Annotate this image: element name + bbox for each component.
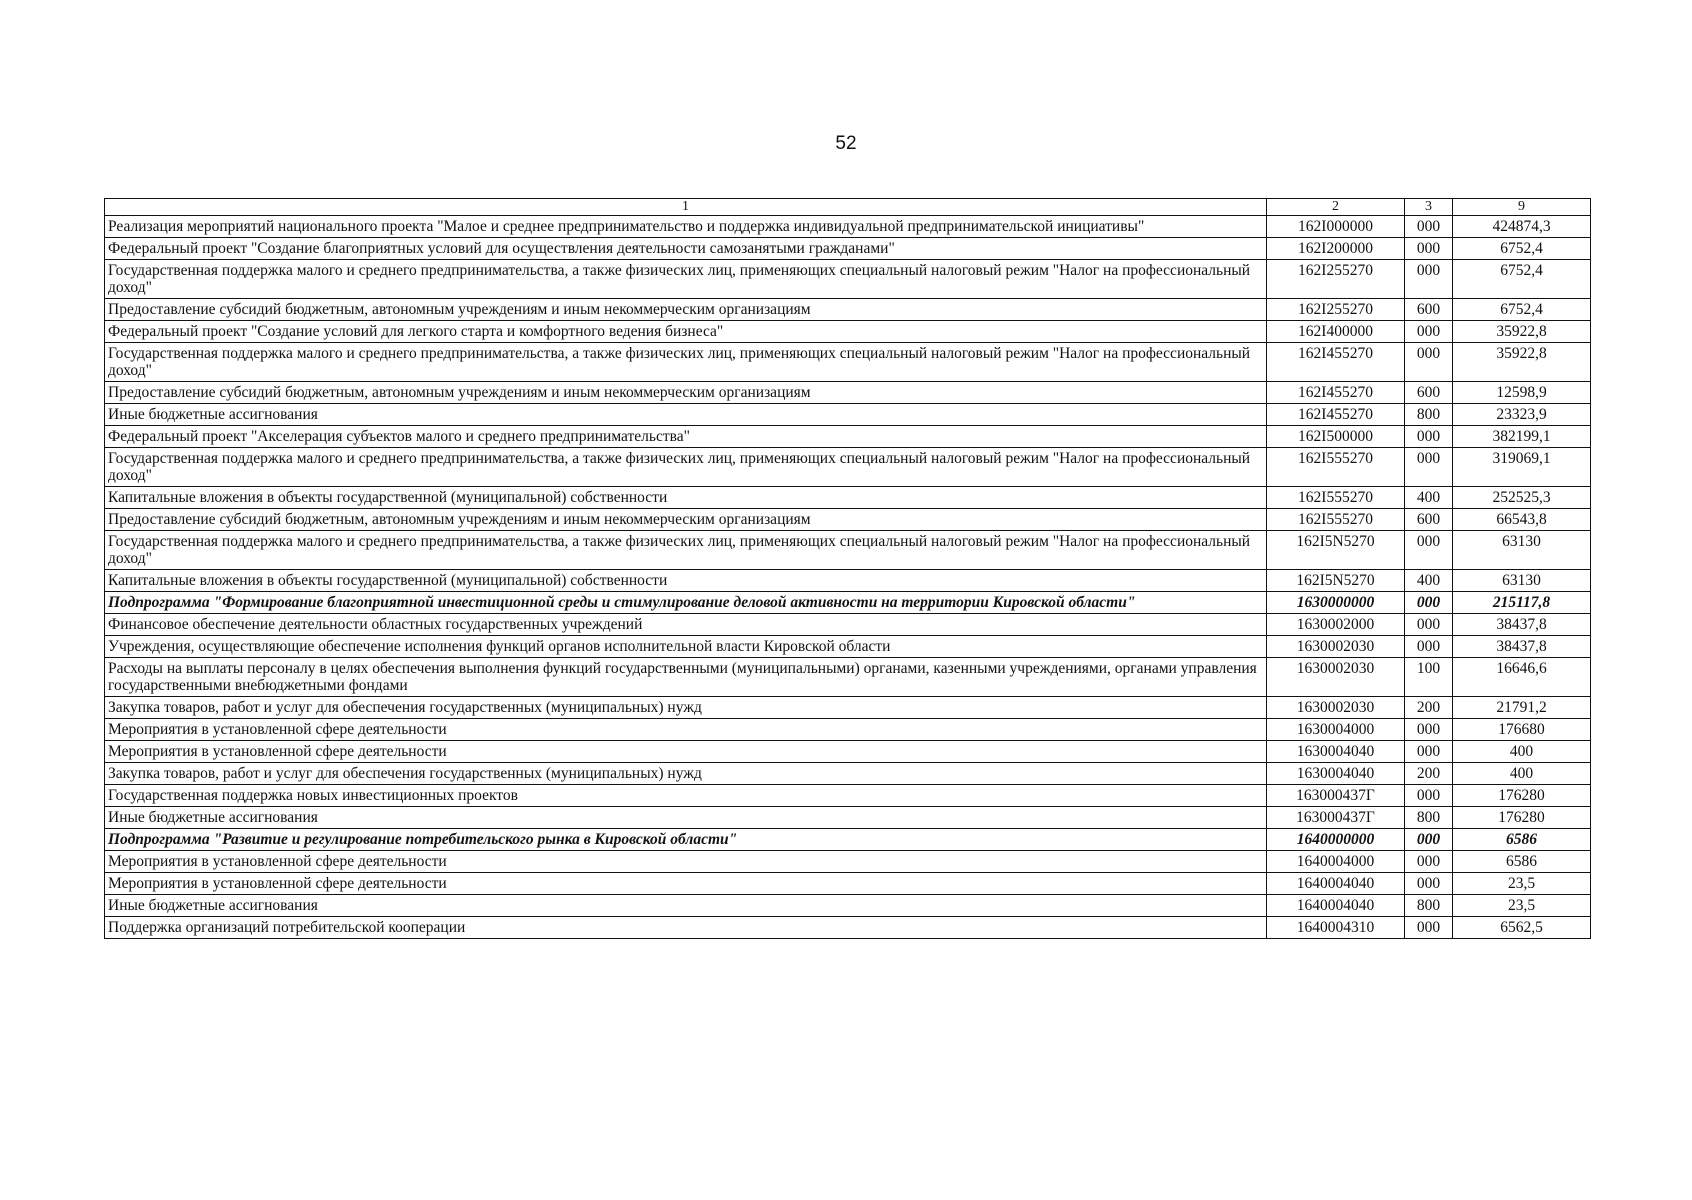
row-code: 162I5N5270 bbox=[1267, 570, 1405, 592]
row-expense-type: 000 bbox=[1405, 216, 1453, 238]
row-code: 1630002030 bbox=[1267, 658, 1405, 697]
row-code: 162I400000 bbox=[1267, 321, 1405, 343]
row-name: Капитальные вложения в объекты государственной (муниципальной) собственности bbox=[105, 487, 1267, 509]
row-code: 162I455270 bbox=[1267, 404, 1405, 426]
row-amount: 215117,8 bbox=[1453, 592, 1591, 614]
row-code: 162I200000 bbox=[1267, 238, 1405, 260]
row-code: 1630004000 bbox=[1267, 719, 1405, 741]
row-code: 1640004310 bbox=[1267, 917, 1405, 939]
row-expense-type: 000 bbox=[1405, 851, 1453, 873]
table-row bbox=[105, 260, 1591, 299]
row-amount: 63130 bbox=[1453, 570, 1591, 592]
row-amount: 35922,8 bbox=[1453, 343, 1591, 382]
table-row bbox=[105, 895, 1591, 917]
row-code: 162I555270 bbox=[1267, 448, 1405, 487]
table-row bbox=[105, 785, 1591, 807]
row-code: 1630002000 bbox=[1267, 614, 1405, 636]
table-row bbox=[105, 404, 1591, 426]
row-amount: 21791,2 bbox=[1453, 697, 1591, 719]
row-expense-type: 100 bbox=[1405, 658, 1453, 697]
row-name: Расходы на выплаты персоналу в целях обеспечения выполнения функций государственными (муниципальными) органами, казенными учреждениями, органами управления государственными внебюджетными фондами bbox=[105, 658, 1267, 697]
table-row bbox=[105, 763, 1591, 785]
row-amount: 424874,3 bbox=[1453, 216, 1591, 238]
row-amount: 6562,5 bbox=[1453, 917, 1591, 939]
row-expense-type: 600 bbox=[1405, 299, 1453, 321]
row-amount: 6752,4 bbox=[1453, 238, 1591, 260]
row-amount: 176280 bbox=[1453, 807, 1591, 829]
row-code: 162I255270 bbox=[1267, 299, 1405, 321]
row-amount: 66543,8 bbox=[1453, 509, 1591, 531]
table-row bbox=[105, 382, 1591, 404]
row-name: Подпрограмма "Формирование благоприятной инвестиционной среды и стимулирование деловой активности на территории Кировской области" bbox=[105, 592, 1267, 614]
table-row bbox=[105, 299, 1591, 321]
table-row bbox=[105, 509, 1591, 531]
row-name: Реализация мероприятий национального проекта "Малое и среднее предпринимательство и поддержка индивидуальной предпринимательской инициативы" bbox=[105, 216, 1267, 238]
table-row bbox=[105, 873, 1591, 895]
row-name: Федеральный проект "Акселерация субъектов малого и среднего предпринимательства" bbox=[105, 426, 1267, 448]
row-name: Предоставление субсидий бюджетным, автономным учреждениям и иным некоммерческим организациям bbox=[105, 382, 1267, 404]
row-expense-type: 000 bbox=[1405, 741, 1453, 763]
row-amount: 252525,3 bbox=[1453, 487, 1591, 509]
table-row bbox=[105, 719, 1591, 741]
row-expense-type: 000 bbox=[1405, 614, 1453, 636]
row-code: 162I555270 bbox=[1267, 487, 1405, 509]
row-amount: 38437,8 bbox=[1453, 614, 1591, 636]
row-amount: 23,5 bbox=[1453, 873, 1591, 895]
row-expense-type: 000 bbox=[1405, 829, 1453, 851]
table-header-row bbox=[105, 199, 1591, 216]
page-number: 52 bbox=[835, 133, 857, 154]
column-header-code: 2 bbox=[1267, 199, 1405, 216]
table-row bbox=[105, 570, 1591, 592]
row-code: 1640000000 bbox=[1267, 829, 1405, 851]
table-row bbox=[105, 807, 1591, 829]
table-row bbox=[105, 917, 1591, 939]
row-expense-type: 000 bbox=[1405, 448, 1453, 487]
row-amount: 382199,1 bbox=[1453, 426, 1591, 448]
table-row bbox=[105, 741, 1591, 763]
column-header-amount: 9 bbox=[1453, 199, 1591, 216]
row-name: Мероприятия в установленной сфере деятельности bbox=[105, 741, 1267, 763]
table-row-subprogram bbox=[105, 829, 1591, 851]
row-expense-type: 000 bbox=[1405, 636, 1453, 658]
row-expense-type: 400 bbox=[1405, 487, 1453, 509]
table-row bbox=[105, 448, 1591, 487]
row-name: Государственная поддержка малого и среднего предпринимательства, а также физических лиц, применяющих специальный налоговый режим "Налог на профессиональный доход" bbox=[105, 531, 1267, 570]
row-name: Поддержка организаций потребительской кооперации bbox=[105, 917, 1267, 939]
row-code: 1630004040 bbox=[1267, 741, 1405, 763]
row-code: 1640004000 bbox=[1267, 851, 1405, 873]
row-code: 1630004040 bbox=[1267, 763, 1405, 785]
row-amount: 6752,4 bbox=[1453, 260, 1591, 299]
row-code: 162I255270 bbox=[1267, 260, 1405, 299]
row-amount: 6752,4 bbox=[1453, 299, 1591, 321]
table-row-subprogram bbox=[105, 592, 1591, 614]
column-header-type: 3 bbox=[1405, 199, 1453, 216]
row-name: Мероприятия в установленной сфере деятельности bbox=[105, 873, 1267, 895]
row-code: 1630000000 bbox=[1267, 592, 1405, 614]
row-name: Иные бюджетные ассигнования bbox=[105, 404, 1267, 426]
row-expense-type: 000 bbox=[1405, 531, 1453, 570]
row-code: 162I455270 bbox=[1267, 382, 1405, 404]
row-code: 163000437Г bbox=[1267, 785, 1405, 807]
table-header bbox=[105, 199, 1591, 216]
table-row bbox=[105, 531, 1591, 570]
row-code: 162I555270 bbox=[1267, 509, 1405, 531]
table-row bbox=[105, 216, 1591, 238]
row-code: 163000437Г bbox=[1267, 807, 1405, 829]
row-name: Закупка товаров, работ и услуг для обеспечения государственных (муниципальных) нужд bbox=[105, 763, 1267, 785]
row-code: 1630002030 bbox=[1267, 636, 1405, 658]
row-name: Иные бюджетные ассигнования bbox=[105, 807, 1267, 829]
table-row bbox=[105, 614, 1591, 636]
row-code: 162I500000 bbox=[1267, 426, 1405, 448]
row-amount: 6586 bbox=[1453, 851, 1591, 873]
row-amount: 319069,1 bbox=[1453, 448, 1591, 487]
row-amount: 35922,8 bbox=[1453, 321, 1591, 343]
row-name: Государственная поддержка малого и среднего предпринимательства, а также физических лиц, применяющих специальный налоговый режим "Налог на профессиональный доход" bbox=[105, 343, 1267, 382]
row-expense-type: 000 bbox=[1405, 592, 1453, 614]
row-amount: 400 bbox=[1453, 763, 1591, 785]
row-code: 162I000000 bbox=[1267, 216, 1405, 238]
row-name: Мероприятия в установленной сфере деятельности bbox=[105, 851, 1267, 873]
row-amount: 63130 bbox=[1453, 531, 1591, 570]
row-expense-type: 000 bbox=[1405, 917, 1453, 939]
row-amount: 23323,9 bbox=[1453, 404, 1591, 426]
row-amount: 16646,6 bbox=[1453, 658, 1591, 697]
column-header-name: 1 bbox=[105, 199, 1267, 216]
row-expense-type: 800 bbox=[1405, 404, 1453, 426]
row-expense-type: 200 bbox=[1405, 697, 1453, 719]
row-name: Мероприятия в установленной сфере деятельности bbox=[105, 719, 1267, 741]
table-row bbox=[105, 636, 1591, 658]
table-row bbox=[105, 487, 1591, 509]
row-expense-type: 800 bbox=[1405, 807, 1453, 829]
row-name: Закупка товаров, работ и услуг для обеспечения государственных (муниципальных) нужд bbox=[105, 697, 1267, 719]
table-row bbox=[105, 343, 1591, 382]
row-expense-type: 400 bbox=[1405, 570, 1453, 592]
row-expense-type: 600 bbox=[1405, 382, 1453, 404]
row-name: Капитальные вложения в объекты государственной (муниципальной) собственности bbox=[105, 570, 1267, 592]
row-code: 1630002030 bbox=[1267, 697, 1405, 719]
row-name: Государственная поддержка малого и среднего предпринимательства, а также физических лиц, применяющих специальный налоговый режим "Налог на профессиональный доход" bbox=[105, 260, 1267, 299]
row-name: Государственная поддержка малого и среднего предпринимательства, а также физических лиц, применяющих специальный налоговый режим "Налог на профессиональный доход" bbox=[105, 448, 1267, 487]
row-expense-type: 000 bbox=[1405, 426, 1453, 448]
row-expense-type: 000 bbox=[1405, 873, 1453, 895]
row-amount: 12598,9 bbox=[1453, 382, 1591, 404]
row-amount: 23,5 bbox=[1453, 895, 1591, 917]
row-expense-type: 800 bbox=[1405, 895, 1453, 917]
row-name: Подпрограмма "Развитие и регулирование потребительского рынка в Кировской области" bbox=[105, 829, 1267, 851]
table-row bbox=[105, 238, 1591, 260]
row-expense-type: 200 bbox=[1405, 763, 1453, 785]
row-name: Учреждения, осуществляющие обеспечение исполнения функций органов исполнительной власти Кировской области bbox=[105, 636, 1267, 658]
row-expense-type: 000 bbox=[1405, 785, 1453, 807]
row-code: 162I455270 bbox=[1267, 343, 1405, 382]
table-row bbox=[105, 426, 1591, 448]
row-name: Предоставление субсидий бюджетным, автономным учреждениям и иным некоммерческим организациям bbox=[105, 299, 1267, 321]
row-name: Государственная поддержка новых инвестиционных проектов bbox=[105, 785, 1267, 807]
row-amount: 38437,8 bbox=[1453, 636, 1591, 658]
row-name: Федеральный проект "Создание условий для легкого старта и комфортного ведения бизнеса" bbox=[105, 321, 1267, 343]
table-row bbox=[105, 851, 1591, 873]
row-amount: 176680 bbox=[1453, 719, 1591, 741]
row-name: Федеральный проект "Создание благоприятных условий для осуществления деятельности самозанятыми гражданами" bbox=[105, 238, 1267, 260]
budget-table bbox=[104, 198, 1591, 939]
table-row bbox=[105, 321, 1591, 343]
row-expense-type: 000 bbox=[1405, 238, 1453, 260]
row-code: 162I5N5270 bbox=[1267, 531, 1405, 570]
table-body bbox=[105, 216, 1591, 939]
table-row bbox=[105, 658, 1591, 697]
row-expense-type: 000 bbox=[1405, 260, 1453, 299]
row-name: Финансовое обеспечение деятельности областных государственных учреждений bbox=[105, 614, 1267, 636]
row-expense-type: 000 bbox=[1405, 719, 1453, 741]
row-expense-type: 000 bbox=[1405, 343, 1453, 382]
row-amount: 176280 bbox=[1453, 785, 1591, 807]
row-name: Предоставление субсидий бюджетным, автономным учреждениям и иным некоммерческим организациям bbox=[105, 509, 1267, 531]
row-name: Иные бюджетные ассигнования bbox=[105, 895, 1267, 917]
row-amount: 6586 bbox=[1453, 829, 1591, 851]
row-code: 1640004040 bbox=[1267, 873, 1405, 895]
table-row bbox=[105, 697, 1591, 719]
row-amount: 400 bbox=[1453, 741, 1591, 763]
row-expense-type: 600 bbox=[1405, 509, 1453, 531]
row-expense-type: 000 bbox=[1405, 321, 1453, 343]
row-code: 1640004040 bbox=[1267, 895, 1405, 917]
